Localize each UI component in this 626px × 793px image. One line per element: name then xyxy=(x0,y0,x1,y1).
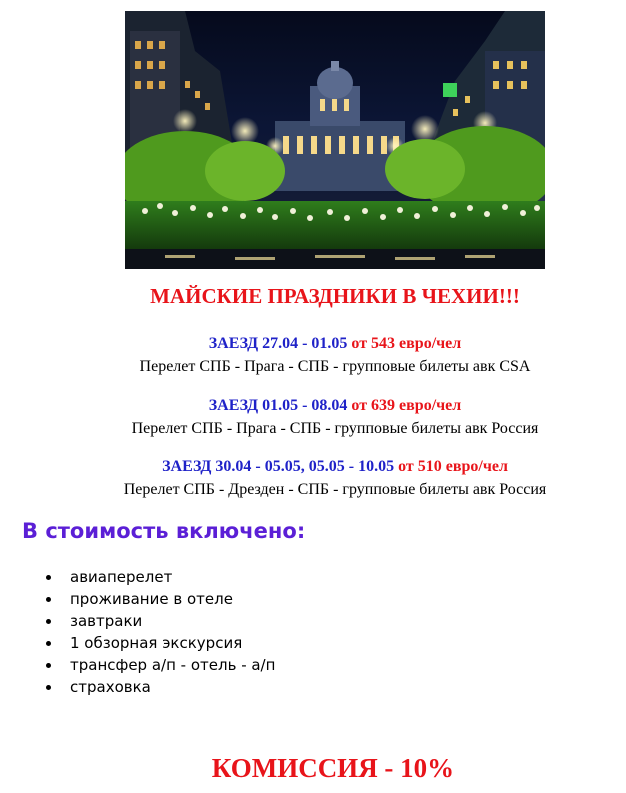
tour-price: от 510 евро/чел xyxy=(398,458,508,475)
tour-route: Перелет СПБ - Дрезден - СПБ - групповые билеты авк Россия xyxy=(123,481,547,498)
bullet-icon xyxy=(46,619,51,624)
list-item: страховка xyxy=(0,676,275,698)
tour-price: от 543 евро/чел xyxy=(351,335,462,352)
list-item: завтраки xyxy=(0,610,275,632)
tour-dates: ЗАЕЗД 01.05 - 08.04 xyxy=(208,397,348,414)
bullet-icon xyxy=(46,597,51,602)
tour-price: от 639 евро/чел xyxy=(351,397,462,414)
included-heading: В стоимость включено: xyxy=(22,519,306,543)
page-title: МАЙСКИЕ ПРАЗДНИКИ В ЧЕХИИ!!! xyxy=(150,284,520,308)
tour-offer xyxy=(0,332,626,378)
bullet-icon xyxy=(46,685,51,690)
list-item: 1 обзорная экскурсия xyxy=(0,632,275,654)
bullet-icon xyxy=(46,575,51,580)
commission-text: КОМИССИЯ - 10% xyxy=(211,753,455,783)
tour-dates: ЗАЕЗД 27.04 - 01.05 xyxy=(208,335,348,352)
included-list xyxy=(0,566,275,698)
tour-route: Перелет СПБ - Прага - СПБ - групповые билеты авк Россия xyxy=(131,420,539,437)
tour-offer xyxy=(0,394,626,440)
tour-offer xyxy=(0,455,626,501)
tour-route: Перелет СПБ - Прага - СПБ - групповые билеты авк CSA xyxy=(139,358,531,375)
list-item: проживание в отеле xyxy=(0,588,275,610)
hero-photo-night-square xyxy=(125,11,545,269)
list-item: авиаперелет xyxy=(0,566,275,588)
bullet-icon xyxy=(46,663,51,668)
list-item: трансфер а/п - отель - а/п xyxy=(0,654,275,676)
bullet-icon xyxy=(46,641,51,646)
tour-dates: ЗАЕЗД 30.04 - 05.05, 05.05 - 10.05 xyxy=(162,458,395,475)
